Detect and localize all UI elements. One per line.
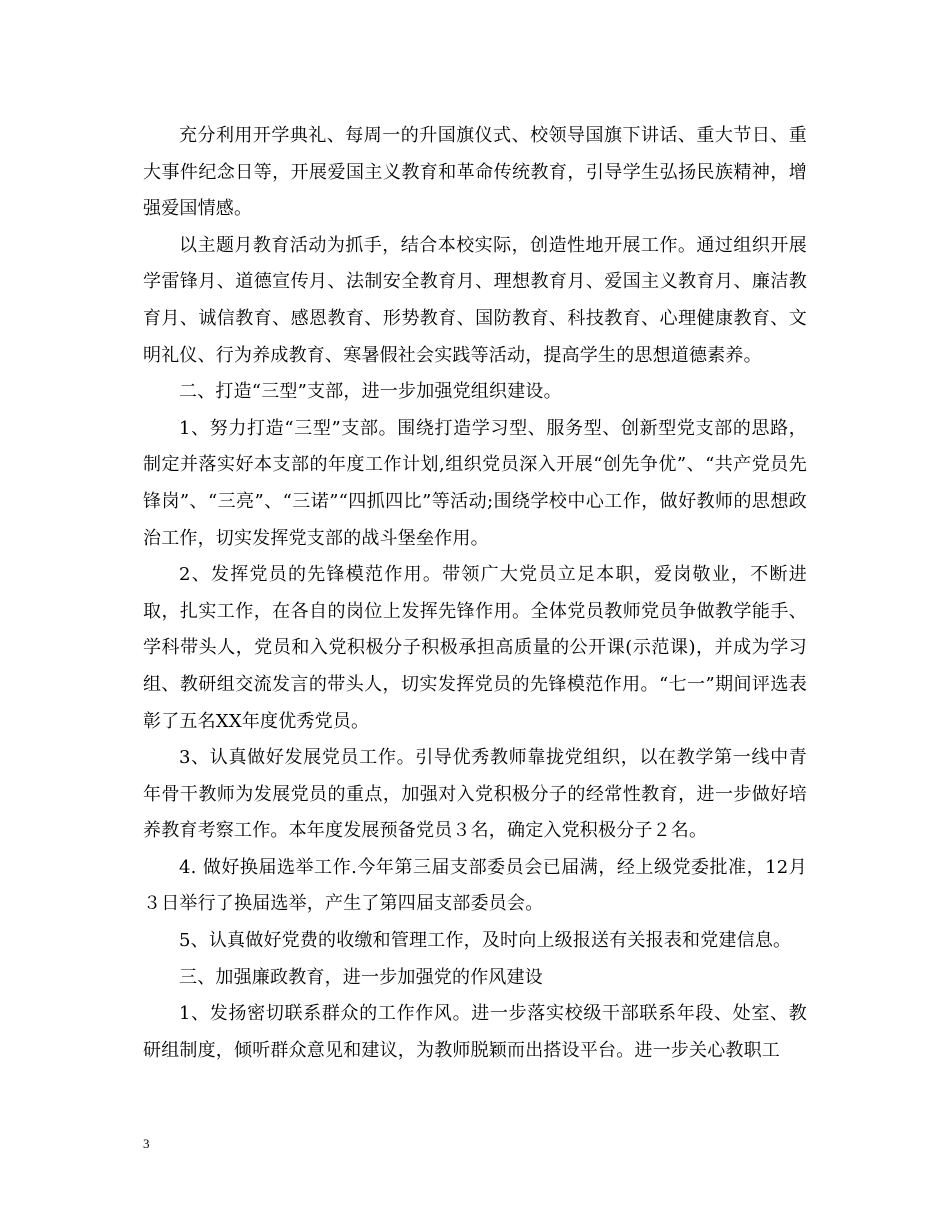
paragraph-election: 4. 做好换届选举工作.今年第三届支部委员会已届满，经上级党委批准，12月３日举行了换届选举，产生了第四届支部委员会。 [143,856,807,915]
body-text [143,118,807,1069]
paragraph-member-development: 3、认真做好发展党员工作。引导优秀教师靠拢党组织，以在教学第一线中青年骨干教师为发展党员的重点，加强对入党积极分子的经常性教育，进一步做好培养教育考察工作。本年度发展预备党员３名，确定入党积极分子２名。 [143,747,807,842]
paragraph-mass-line: 1、发扬密切联系群众的工作作风。进一步落实校级干部联系年段、处室、教研组制度，倾听群众意见和建议，为教师脱颖而出搭设平台。进一步关心教职工 [143,1003,807,1061]
paragraph-party-dues: 5、认真做好党费的收缴和管理工作，及时向上级报送有关报表和党建信息。 [179,930,792,952]
paragraph-patriotic-education: 充分利用开学典礼、每周一的升国旗仪式、校领导国旗下讲话、重大节日、重大事件纪念日等，开展爱国主义教育和革命传统教育，引导学生弘扬民族精神，增强爱国情感。 [143,125,807,220]
page-number: 3 [143,1136,150,1151]
paragraph-theme-month-activities: 以主题月教育活动为抓手，结合本校实际，创造性地开展工作。通过组织开展学雷锋月、道德宣传月、法制安全教育月、理想教育月、爱国主义教育月、廉洁教育月、诚信教育、感恩教育、形势教育、国防教育、科技教育、心理健康教育、文明礼仪、行为养成教育、寒暑假社会实践等活动，提高学生的思想道德素养。 [143,234,807,366]
section-heading-party-branch: 二、打造“三型”支部，进一步加强党组织建设。 [179,381,562,403]
paragraph-vanguard-role: 2、发挥党员的先锋模范作用。带领广大党员立足本职，爱岗敬业，不断进取，扎实工作，在各自的岗位上发挥先锋作用。全体党员教师党员争做教学能手、学科带头人，党员和入党积极分子积极承担高质量的公开课(示范课)，并成为学习组、教研组交流发言的带头人，切实发挥党员的先锋模范作用。“七一”期间评选表彰了五名XX年度优秀党员。 [143,564,807,732]
paragraph-three-type-branch: 1、努力打造“三型”支部。围绕打造学习型、服务型、创新型党支部的思路，制定并落实好本支部的年度工作计划,组织党员深入开展“创先争优”、“共产党员先锋岗”、“三亮”、“三诺”“四抓四比”等活动;围绕学校中心工作，做好教师的思想政治工作，切实发挥党支部的战斗堡垒作用。 [143,417,807,549]
section-heading-integrity-education: 三、加强廉政教育，进一步加强党的作风建设 [179,966,543,988]
